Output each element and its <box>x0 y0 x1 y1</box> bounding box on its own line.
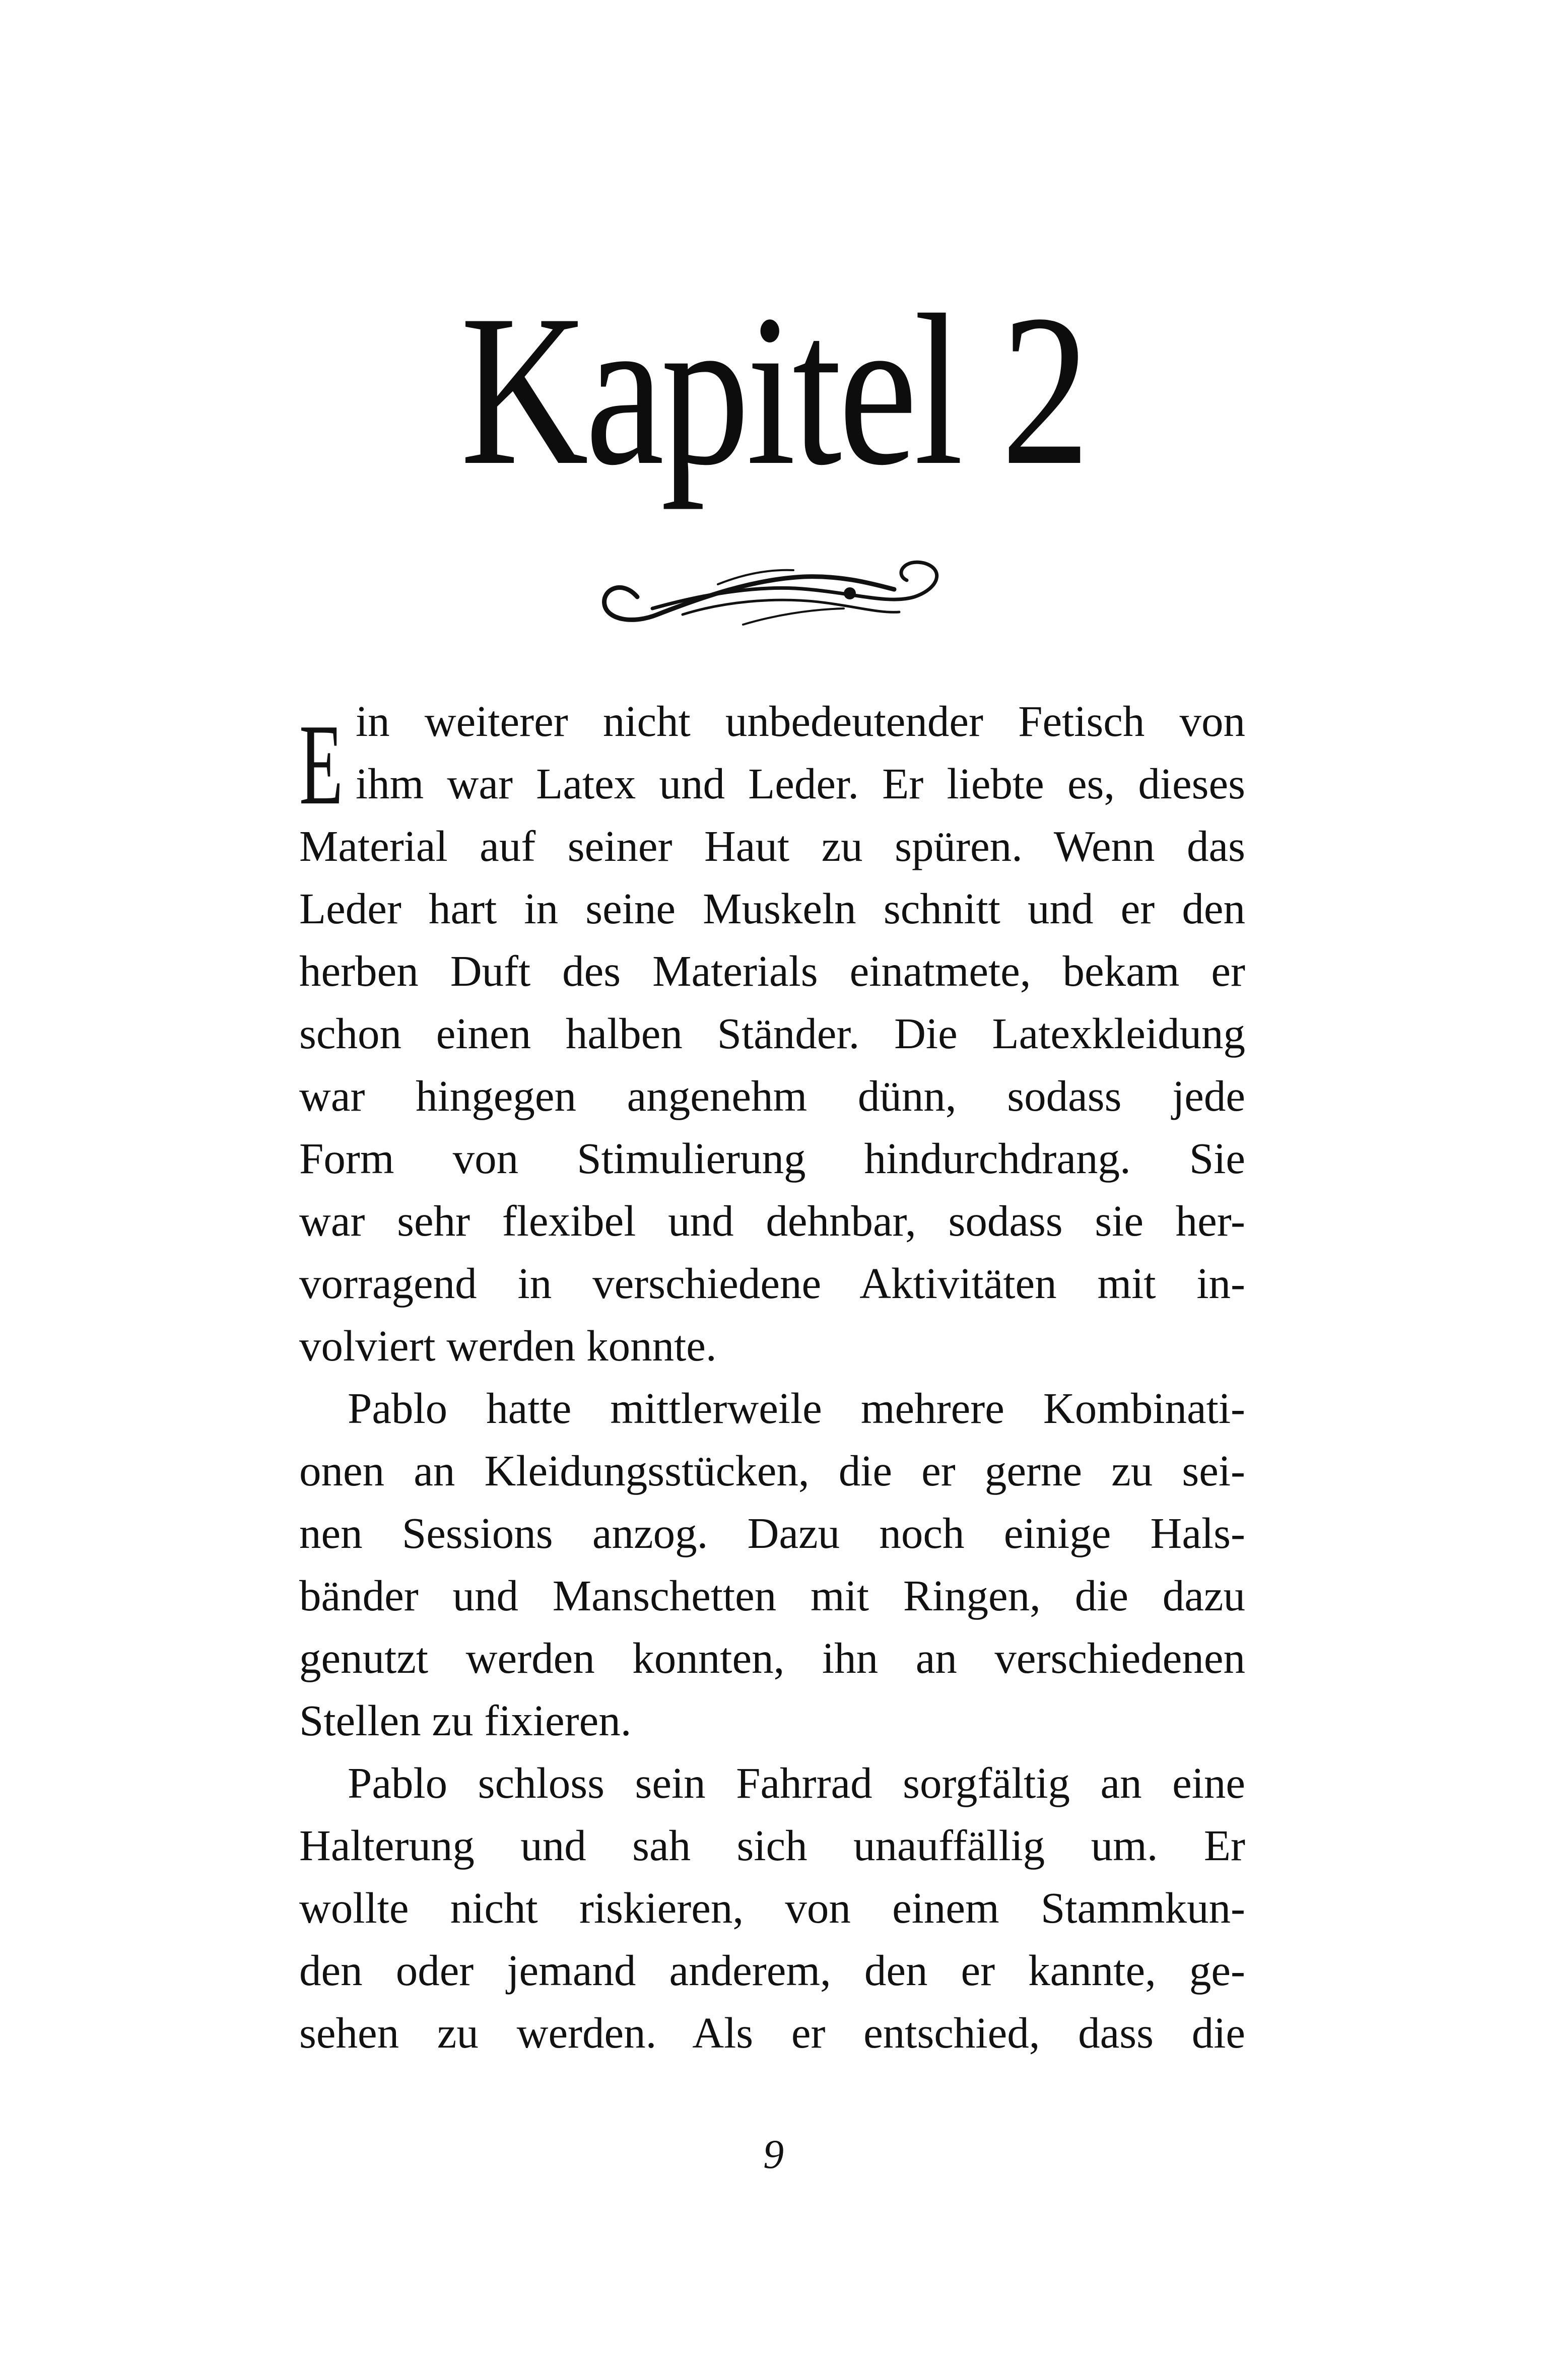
text-line: Form von Stimulierung hindurchdrang. Sie <box>299 1134 1245 1183</box>
text-line: Halterung und sah sich unauffällig um. Er <box>299 1821 1245 1870</box>
text-line: genutzt werden konnten, ihn an verschiedenen <box>299 1634 1245 1682</box>
text-line: Material auf seiner Haut zu spüren. Wenn das <box>299 822 1245 870</box>
text-line: Stellen zu fixieren. <box>299 1696 632 1745</box>
text-line: sehen zu werden. Als er entschied, dass die <box>299 2008 1245 2057</box>
text-line: nen Sessions anzog. Dazu noch einige Hals- <box>299 1509 1245 1557</box>
body-text <box>299 690 1245 2064</box>
chapter-title: Kapitel 2 <box>460 270 1087 510</box>
text-line: den oder jemand anderem, den er kannte, ge- <box>299 1946 1245 1995</box>
text-line: Pablo schloss sein Fahrrad sorgfältig an eine <box>348 1758 1245 1807</box>
text-line: Pablo hatte mittlerweile mehrere Kombinati- <box>348 1384 1245 1433</box>
text-line: onen an Kleidungsstücken, die er gerne zu sei- <box>299 1446 1245 1495</box>
text-line: in weiterer nicht unbedeutender Fetisch von <box>356 697 1245 745</box>
text-line: bänder und Manschetten mit Ringen, die dazu <box>299 1571 1245 1620</box>
text-line: vorragend in verschiedene Aktivitäten mit in- <box>299 1259 1245 1308</box>
text-line: herben Duft des Materials einatmete, bekam er <box>299 946 1245 995</box>
text-line: schon einen halben Ständer. Die Latexkleidung <box>299 1009 1245 1058</box>
text-line: volviert werden konnte. <box>299 1321 717 1370</box>
page-number: 9 <box>763 2131 784 2177</box>
text-line: wollte nicht riskieren, von einem Stammkun- <box>299 1883 1245 1932</box>
flourish-ornament-icon <box>592 549 955 640</box>
text-line: ihm war Latex und Leder. Er liebte es, dieses <box>356 759 1245 808</box>
text-line: war sehr flexibel und dehnbar, sodass sie her- <box>299 1196 1245 1245</box>
text-line: war hingegen angenehm dünn, sodass jede <box>299 1071 1245 1120</box>
drop-cap: E <box>299 700 344 829</box>
text-line: Leder hart in seine Muskeln schnitt und er den <box>299 884 1245 933</box>
